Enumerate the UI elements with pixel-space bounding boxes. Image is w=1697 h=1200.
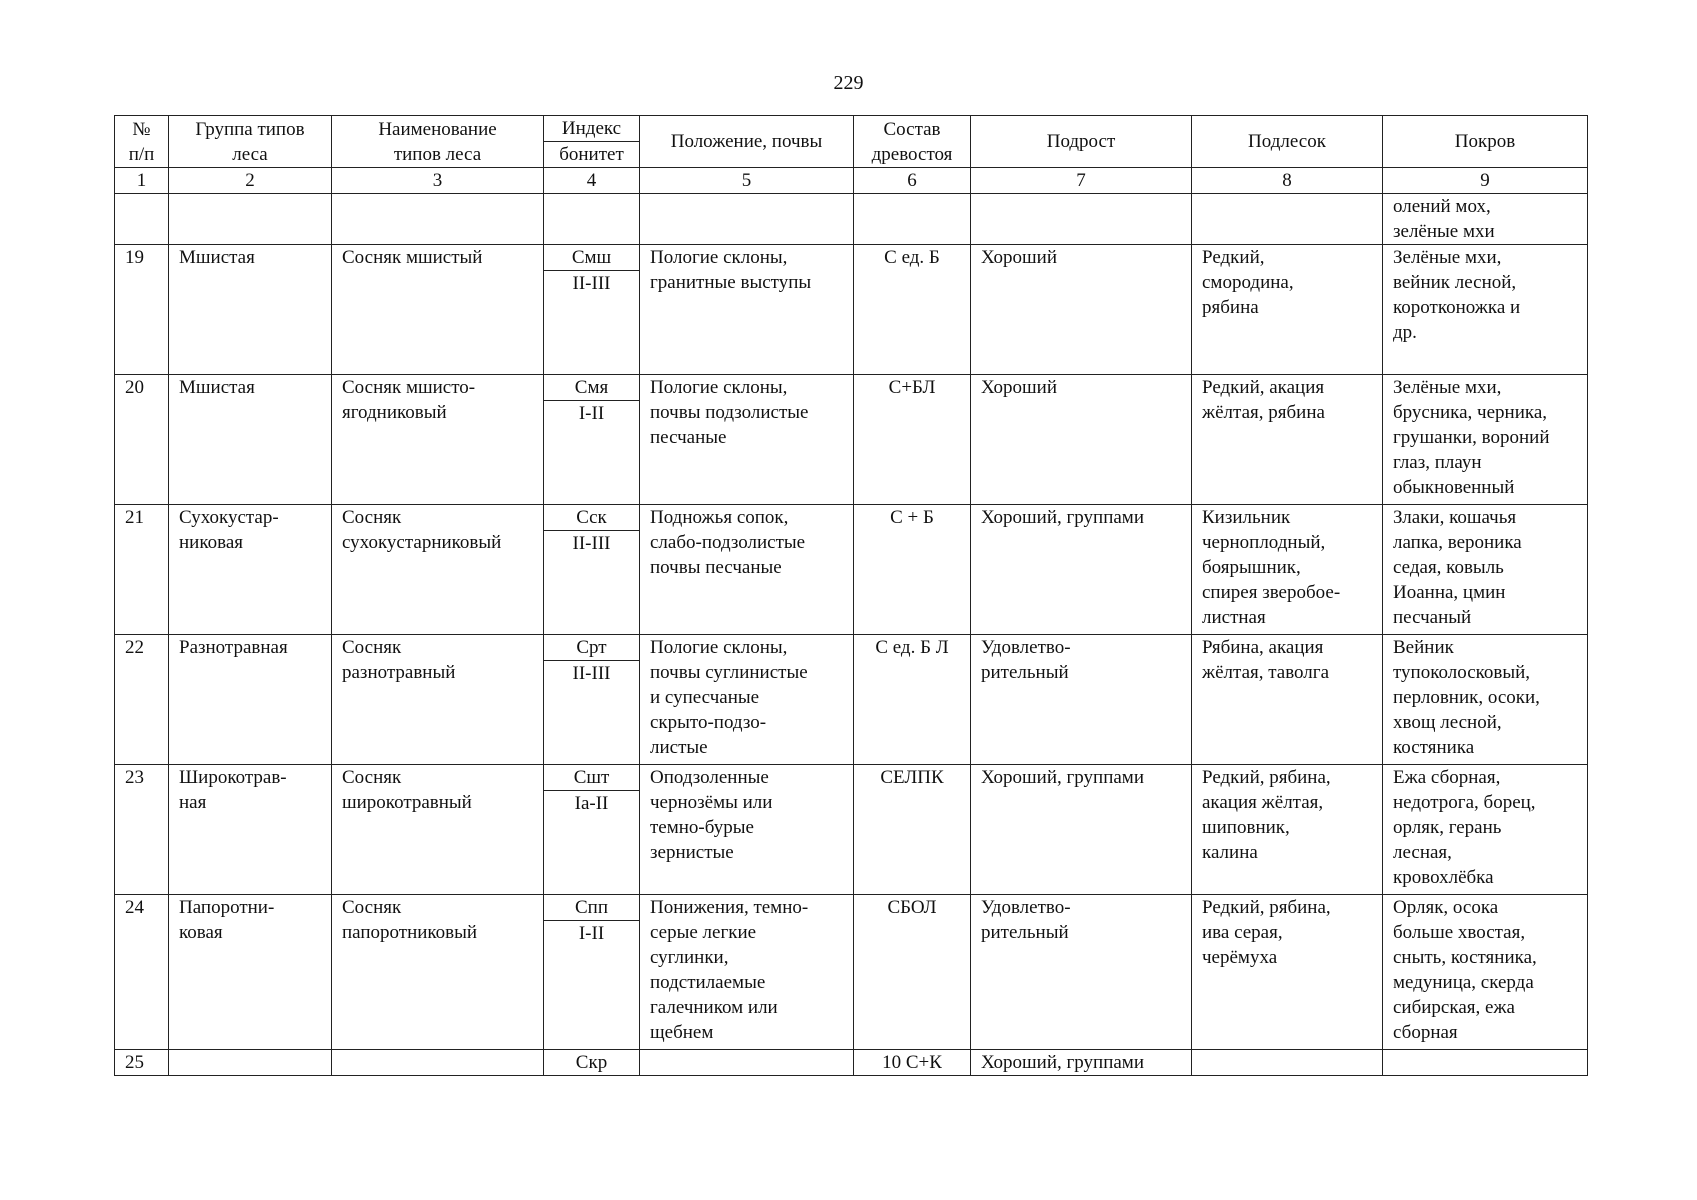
- header-ground-cover: Покров: [1383, 116, 1588, 168]
- forest-group-cell: Разнотравная: [169, 635, 332, 765]
- underwood-cell: Редкий, акация жёлтая, рябина: [1192, 375, 1383, 505]
- forest-type-cell: Сосняк мшисто- ягодниковый: [332, 375, 544, 505]
- header-position-soils: Положение, почвы: [640, 116, 854, 168]
- header-bonitet: бонитет: [544, 142, 640, 168]
- composition-cell: СЕЛПК: [854, 765, 971, 895]
- undergrowth-cell: Хороший, группами: [971, 765, 1192, 895]
- index-cell: Смя: [544, 375, 640, 401]
- table-row: [115, 635, 1588, 661]
- cover-cell: олений мох, зелёные мхи: [1383, 194, 1588, 245]
- bonitet-cell: I-II: [544, 921, 640, 1050]
- table-row: [115, 765, 1588, 791]
- page-number: 229: [833, 72, 864, 94]
- composition-cell: С + Б: [854, 505, 971, 635]
- underwood-cell: Рябина, акация жёлтая, таволга: [1192, 635, 1383, 765]
- row-number: 19: [115, 245, 169, 375]
- underwood-cell: Редкий, рябина, ива серая, черёмуха: [1192, 895, 1383, 1050]
- forest-group-cell: Сухокустар- никовая: [169, 505, 332, 635]
- cover-cell: Орляк, осока больше хвостая, сныть, костяника, медуница, скерда сибирская, ежа сборная: [1383, 895, 1588, 1050]
- row-number: 23: [115, 765, 169, 895]
- undergrowth-cell: Хороший, группами: [971, 505, 1192, 635]
- composition-cell: С ед. Б: [854, 245, 971, 375]
- composition-cell: 10 С+К: [854, 1050, 971, 1076]
- forest-group-cell: Папоротни- ковая: [169, 895, 332, 1050]
- cover-cell: Вейник тупоколосковый, перловник, осоки, хвощ лесной, костяника: [1383, 635, 1588, 765]
- undergrowth-cell: Хороший, группами: [971, 1050, 1192, 1076]
- row-number: 24: [115, 895, 169, 1050]
- forest-types-table: [114, 115, 1588, 1076]
- row-number: 25: [115, 1050, 169, 1076]
- underwood-cell: Редкий, рябина, акация жёлтая, шиповник, калина: [1192, 765, 1383, 895]
- undergrowth-cell: Хороший: [971, 375, 1192, 505]
- column-number: 6: [854, 168, 971, 194]
- forest-type-cell: Сосняк мшистый: [332, 245, 544, 375]
- bonitet-cell: II-III: [544, 661, 640, 765]
- bonitet-cell: I-II: [544, 401, 640, 505]
- table-row: [115, 505, 1588, 531]
- column-number: 3: [332, 168, 544, 194]
- composition-cell: С+БЛ: [854, 375, 971, 505]
- column-number: 5: [640, 168, 854, 194]
- cover-cell: Зелёные мхи, вейник лесной, коротконожка и др.: [1383, 245, 1588, 375]
- column-number: 4: [544, 168, 640, 194]
- index-cell: Смш: [544, 245, 640, 271]
- table-row: [115, 1050, 1588, 1076]
- continuation-row: [115, 194, 1588, 245]
- header-stand-composition: Состав древостоя: [854, 116, 971, 168]
- index-cell: Срт: [544, 635, 640, 661]
- table-row: [115, 245, 1588, 271]
- cover-cell: Зелёные мхи, брусника, черника, грушанки, вороний глаз, плаун обыкновенный: [1383, 375, 1588, 505]
- forest-group-cell: Широкотрав- ная: [169, 765, 332, 895]
- header-index: Индекс: [544, 116, 640, 142]
- forest-type-cell: Сосняк папоротниковый: [332, 895, 544, 1050]
- composition-cell: СБОЛ: [854, 895, 971, 1050]
- cover-cell: Злаки, кошачья лапка, вероника седая, ковыль Иоанна, цмин песчаный: [1383, 505, 1588, 635]
- index-cell: Сск: [544, 505, 640, 531]
- row-number: 22: [115, 635, 169, 765]
- column-number: 1: [115, 168, 169, 194]
- forest-type-cell: Сосняк разнотравный: [332, 635, 544, 765]
- column-number: 9: [1383, 168, 1588, 194]
- position-cell: Пологие склоны, гранитные выступы: [640, 245, 854, 375]
- header-undergrowth: Подрост: [971, 116, 1192, 168]
- header-underwood: Подлесок: [1192, 116, 1383, 168]
- forest-group-cell: Мшистая: [169, 375, 332, 505]
- table-row: [115, 895, 1588, 921]
- underwood-cell: Кизильник черноплодный, боярышник, спирея зверобое- листная: [1192, 505, 1383, 635]
- forest-group-cell: Мшистая: [169, 245, 332, 375]
- position-cell: Понижения, темно- серые легкие суглинки, подстилаемые галечником или щебнем: [640, 895, 854, 1050]
- column-number: 2: [169, 168, 332, 194]
- position-cell: Пологие склоны, почвы подзолистые песчаные: [640, 375, 854, 505]
- underwood-cell: Редкий, смородина, рябина: [1192, 245, 1383, 375]
- column-number: 8: [1192, 168, 1383, 194]
- index-cell: Скр: [544, 1050, 640, 1076]
- forest-type-cell: Сосняк сухокустарниковый: [332, 505, 544, 635]
- undergrowth-cell: Удовлетво- рительный: [971, 895, 1192, 1050]
- index-cell: Спп: [544, 895, 640, 921]
- header-forest-group: Группа типов леса: [169, 116, 332, 168]
- composition-cell: С ед. Б Л: [854, 635, 971, 765]
- table-row: [115, 375, 1588, 401]
- index-cell: Сшт: [544, 765, 640, 791]
- bonitet-cell: Ia-II: [544, 791, 640, 895]
- row-number: 20: [115, 375, 169, 505]
- forest-type-cell: Сосняк широкотравный: [332, 765, 544, 895]
- header-forest-type-name: Наименование типов леса: [332, 116, 544, 168]
- undergrowth-cell: Удовлетво- рительный: [971, 635, 1192, 765]
- row-number: 21: [115, 505, 169, 635]
- column-number: 7: [971, 168, 1192, 194]
- position-cell: Оподзоленные чернозёмы или темно-бурые зернистые: [640, 765, 854, 895]
- undergrowth-cell: Хороший: [971, 245, 1192, 375]
- position-cell: Пологие склоны, почвы суглинистые и супесчаные скрыто-подзо- листые: [640, 635, 854, 765]
- cover-cell: Ежа сборная, недотрога, борец, орляк, герань лесная, кровохлёбка: [1383, 765, 1588, 895]
- bonitet-cell: II-III: [544, 271, 640, 375]
- column-numbers-row: [115, 168, 1588, 194]
- position-cell: Подножья сопок, слабо-подзолистые почвы песчаные: [640, 505, 854, 635]
- header-number: № п/п: [115, 116, 169, 168]
- bonitet-cell: II-III: [544, 531, 640, 635]
